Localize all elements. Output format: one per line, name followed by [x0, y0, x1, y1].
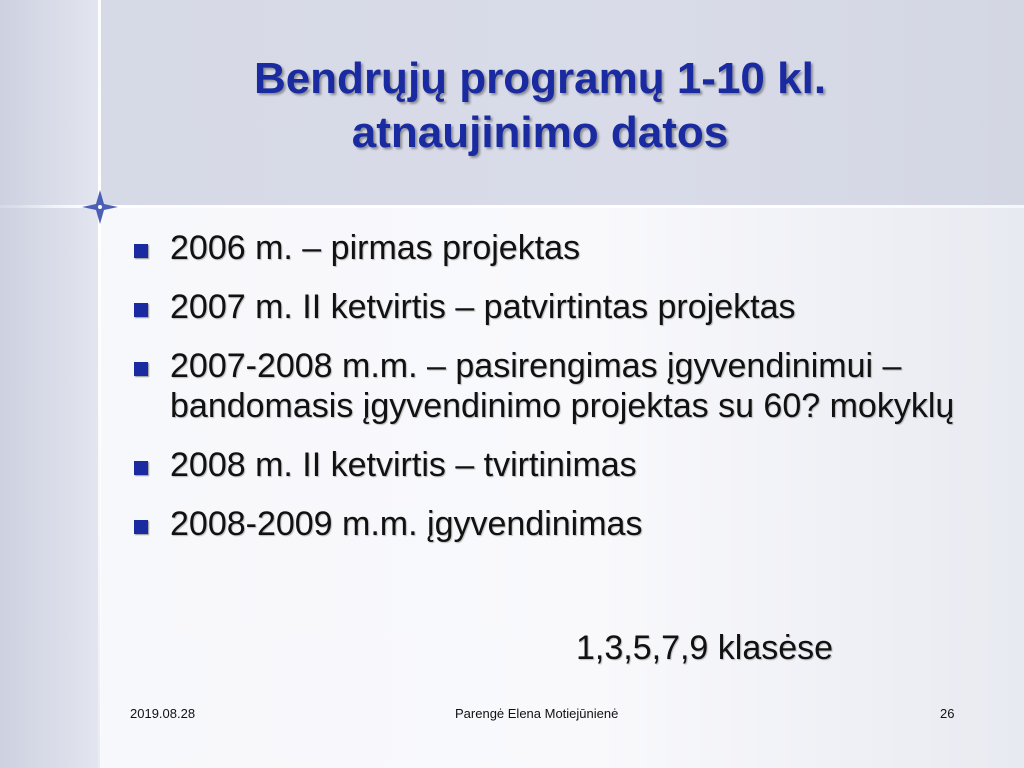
- bullet-text: 2007-2008 m.m. – pasirengimas įgyvendinimui – bandomasis įgyvendinimo projektas su 60? mokyklų: [170, 347, 955, 425]
- title-line-2: atnaujinimo datos: [351, 108, 729, 157]
- bullet-list: [130, 228, 990, 563]
- horizontal-accent-line: [0, 205, 1024, 208]
- bullet-text: 2007 m. II ketvirtis – patvirtintas projektas: [170, 288, 796, 326]
- bullet-item: [130, 228, 990, 268]
- bullet-item: [130, 504, 990, 544]
- bullet-text: 2006 m. – pirmas projektas: [170, 229, 581, 267]
- slide-title: [180, 52, 900, 160]
- bullet-text: 2008-2009 m.m. įgyvendinimas: [170, 505, 643, 543]
- square-bullet-icon: [134, 303, 148, 317]
- bullet-item: [130, 445, 990, 485]
- slide-number: 26: [940, 706, 955, 721]
- footer-author: Parengė Elena Motiejūnienė: [455, 706, 619, 721]
- square-bullet-icon: [134, 520, 148, 534]
- bullet-text: 2008 m. II ketvirtis – tvirtinimas: [170, 446, 637, 484]
- bullet-continuation: 1,3,5,7,9 klasėse: [576, 629, 834, 667]
- left-decor-band: [0, 0, 100, 768]
- square-bullet-icon: [134, 244, 148, 258]
- footer-date: 2019.08.28: [130, 706, 196, 721]
- bullet-item: [130, 346, 990, 426]
- square-bullet-icon: [134, 461, 148, 475]
- bullet-item: [130, 287, 990, 327]
- title-line-1: Bendrųjų programų 1-10 kl.: [253, 54, 827, 103]
- square-bullet-icon: [134, 362, 148, 376]
- vertical-accent-line: [98, 0, 101, 768]
